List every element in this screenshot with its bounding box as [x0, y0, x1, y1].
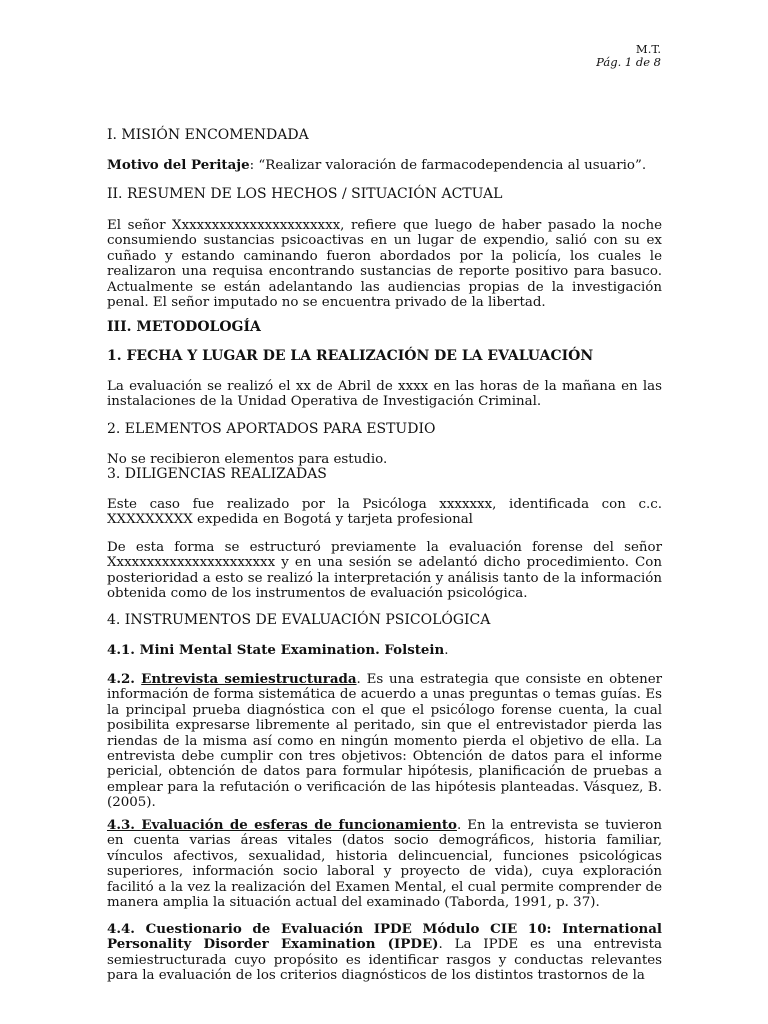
instrument-4-4-text: . La IPDE es una entrevista semiestructurada cuyo propósito es identificar rasgos y conductas relevantes para la evaluación de los criterios diagnósticos de los distintos trastornos de la [107, 937, 663, 984]
method-3-text-1: Este caso fue realizado por la Psicóloga xxxxxxx, identificada con c.c. XXXXXXXXX expedida en Bogotá y tarjeta profesional [107, 497, 662, 528]
section-3-title: III. METODOLOGÍA [107, 319, 261, 335]
method-3-title: 3. DILIGENCIAS REALIZADAS [107, 466, 327, 482]
instrument-4-3 [107, 818, 662, 910]
section-1-title: I. MISIÓN ENCOMENDADA [107, 127, 309, 143]
instrument-4-4-label: 4.4. Cuestionario de Evaluación IPDE Módulo CIE 10: International Personality Disorder Examination (IPDE) [107, 921, 662, 953]
instrument-4-1-label: 4.1. Mini Mental State Examination. Folstein [107, 642, 445, 658]
instrument-4-2-label: Entrevista semiestructurada [141, 671, 357, 687]
instrument-4-2-number: 4.2. [107, 671, 142, 687]
method-4-title: 4. INSTRUMENTOS DE EVALUACIÓN PSICOLÓGICA [107, 612, 491, 628]
motivo-label: Motivo del Peritaje [107, 157, 250, 173]
instrument-4-2 [107, 672, 662, 811]
instrument-4-4 [107, 922, 662, 984]
motivo-text: : “Realizar valoración de farmacodependencia al usuario”. [249, 158, 647, 173]
section-2-title: II. RESUMEN DE LOS HECHOS / SITUACIÓN ACTUAL [107, 186, 503, 202]
method-3-text-2: De esta forma se estructuró previamente la evaluación forense del señor Xxxxxxxxxxxxxxxxxxxxxx y en una sesión se adelantó dicho procedimiento. Con posterioridad a esto se realizó la interpretación y análisis tanto de la información obtenida como de los instrumentos de evaluación psicológica. [107, 540, 662, 602]
instrument-4-2-text: . Es una estrategia que consiste en obtener información de forma sistemática de acuerdo a unas preguntas o temas guías. Es la principal prueba diagnóstica con el que el psicólogo forense cuenta, la cual posibilita expresarse libremente al peritado, sin que el entrevistador pierda las riendas de la misma así como en ningún momento pierda el objetivo de ella. La entrevista debe cumplir con tres objetivos: Obtención de datos para el informe pericial, obtención de datos para formular hipótesis, planificación de pruebas a emplear para la refutación o verificación de las hipótesis planteadas. Vásquez, B. (2005). [107, 672, 663, 811]
method-1-title: 1. FECHA Y LUGAR DE LA REALIZACIÓN DE LA EVALUACIÓN [107, 348, 594, 364]
instrument-4-3-text: . En la entrevista se tuvieron en cuenta varias áreas vitales (datos socio demográficos, historia familiar, vínculos afectivos, sexualidad, historia delincuencial, funciones psicológicas superiores, información socio laboral y proyecto de vida), cuya exploración facilitó a la vez la realización del Examen Mental, el cual permite comprender de manera amplia la situación actual del examinado (Taborda, 1991, p. 37). [107, 818, 662, 911]
method-2-text: No se recibieron elementos para estudio. [107, 452, 388, 467]
method-2-title: 2. ELEMENTOS APORTADOS PARA ESTUDIO [107, 421, 436, 437]
instrument-4-1 [107, 643, 662, 658]
section-2-text: El señor Xxxxxxxxxxxxxxxxxxxxxx, refiere que luego de haber pasado la noche consumiendo sustancias psicoactivas en un lugar de expendio, salió con su ex cuñado y estando caminando fueron abordados por la policía, los cuales le realizaron una requisa encontrando sustancias de reporte positivo para basuco. Actualmente se están adelantando las audiencias propias de la investigación penal. El señor imputado no se encuentra privado de la libertad. [107, 218, 662, 311]
motivo-paragraph [107, 158, 662, 173]
header-page-number: Pág. 1 de 8 [596, 55, 661, 69]
instrument-4-3-label: 4.3. Evaluación de esferas de funcionamiento [107, 817, 457, 833]
method-1-text: La evaluación se realizó el xx de Abril de xxxx en las horas de la mañana en las instalaciones de la Unidad Operativa de Investigación Criminal. [107, 379, 662, 410]
instrument-4-1-end: . [444, 643, 449, 658]
header-initials: M.T. [635, 42, 661, 56]
